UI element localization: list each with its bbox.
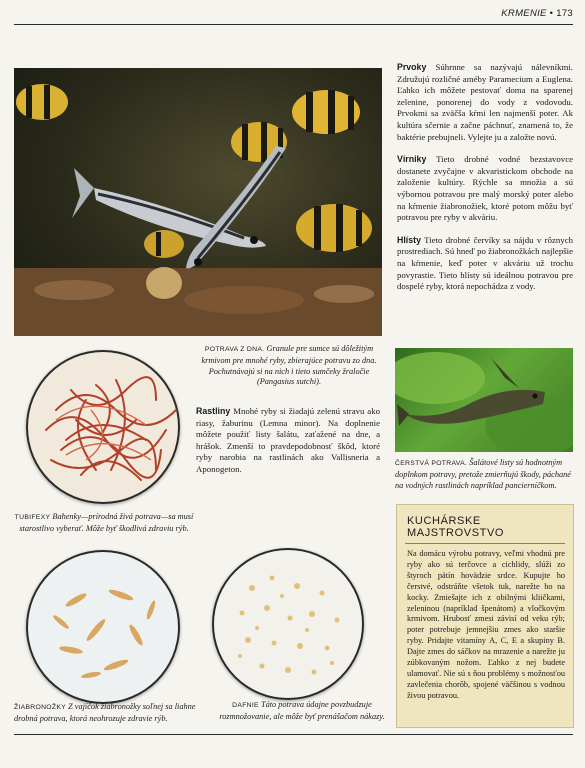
caption-text: Granule pre sumce sú dôležitým krmivom pre mnohé ryby, zbierajúce potravu zo dna. Pochutnávajú si na nich i tieto sumčeky žraločie (Pangasius sutchi).	[201, 344, 377, 387]
paragraph-nematodes	[397, 235, 573, 293]
page-number: 173	[556, 8, 573, 19]
brine-shrimp-photo	[26, 550, 180, 704]
page-header	[14, 4, 573, 25]
caption-label: POTRAVA Z DNA.	[204, 346, 265, 353]
pleco-lettuce-photo	[395, 348, 573, 452]
main-photo-caption	[196, 344, 382, 388]
box-body: Na domácu výrobu potravy, veľmi vhodnú pre ryby ako sú terčovce a cichlidy, slúži zo štyroch pätín hovädzie srdce. Kupujte ho čerstvé, odstráňte všetok tuk, narežte ho na kocky. Zmiešajte ich z obilnými kliičkami, zeleninou (napríklad špenátom) a vločkovým krmivom. Hrubosť zmesi závisí od veku rýb; poter potrebuje jemnejšiu zmes ako staršie ryby. Pridajte vitamíny A, C, E a skupiny B. Dajte zmes do sáčkov na mrazenie a narežte ju zúbkovaným nožom. Ľahko z nej budete ulamovať. Nie sú s ňou problémy s možnosťou zavlečenia chorôb, spojené väčšinou s vodnou živou potravou.	[407, 549, 565, 700]
header-bullet: •	[549, 8, 554, 19]
caption-text: Táto potrava údajne povzbudzuje rozmnožovanie, ale môže byť prenášačom nákazy.	[219, 700, 385, 721]
catfish-photo	[14, 68, 382, 336]
paragraph-rotifers	[397, 154, 573, 224]
caption-text: Z vajíčok žiabronožky soľnej sa liahne drobná potrava, ktorá neohrozuje zdravie rýb.	[14, 702, 196, 723]
paragraph-protozoa	[397, 62, 573, 143]
paragraph-head: Hlísty	[397, 234, 421, 245]
tubifex-photo	[26, 350, 180, 504]
paragraph-body: Tieto drobné vodné bezstavovce dostanete zvyčajne v akvaristickom obchode na založenie kultúry. Rýchle sa množia a sú výbornou potravou pre malý morský poter alebo na kŕmenie žiabronožiek, ktoré potom môžu byť potravou pre ryby v akváriu.	[397, 154, 574, 223]
paragraph-head: Prvoky	[397, 62, 427, 72]
caption-text: Šalátové listy sú hodnotným doplnkom potravy, pretože zmierňujú škody, páchané na vodných rastlinách napríklad pancierníčkom.	[395, 458, 571, 490]
footer-rule	[14, 734, 573, 735]
box-title: KUCHÁRSKE MAJSTROVSTVO	[407, 515, 505, 539]
tubifex-caption	[14, 512, 194, 535]
pleco-illustration	[395, 348, 573, 452]
caption-label: ŽIABRONOŽKY	[14, 704, 67, 711]
daphnia-caption	[214, 700, 390, 723]
box-divider	[405, 543, 565, 544]
catfish-illustration	[14, 68, 382, 336]
paragraph-body: Súhrnne sa nazývajú nálevníkmi. Združujú rozličné améby Paramecium a Euglena. Ľahko ich môžete pestovať doma na sparenej zelenine, ponorenej do vody z vodovodu. Prvokmi sa zväčša kŕmi len najmenší poter. Ak kultúra sčernie a začne páchnuť, znamená to, že baktérie prebujneli. Vylejte ju a založte novú.	[397, 62, 573, 142]
cooking-tips-box	[396, 504, 574, 728]
paragraph-body: Tieto drobné červíky sa nájdu v rôznych prostrediach. Sú hneď po žiabronožkách najlepšie na kŕmenie, keď poter v akváriu už trochu povyrastie. Tieto hlísty sú ideálnou potravou pre dospelé ryby, ktorá nepochádza z vody.	[397, 234, 573, 292]
paragraph-body: Mnohé ryby si žiadajú zelenú stravu ako riasy, žaburinu (Lemna minor). Na doplnenie môžete použiť listy šalátu, zaťažené na dne, a hrášok. Zmenší to pravdepodobnosť škôd, ktoré ryby narobia na rastlinách ako Vallisneria a Aponogeton.	[196, 406, 380, 474]
caption-label: ČERSTVÁ POTRAVA.	[395, 460, 468, 467]
brine-shrimp-illustration	[26, 550, 180, 704]
paragraph-head: Rastliny	[196, 406, 231, 416]
paragraph-head: Vírniky	[397, 154, 427, 165]
daphnia-photo	[212, 548, 364, 700]
plants-paragraph	[196, 406, 380, 476]
daphnia-illustration	[212, 548, 364, 700]
caption-text: Bahenky—prírodná živá potrava—sa musí starostlivo vyberať. Môže byť škodlivá zdraviu rýb.	[19, 512, 194, 533]
right-column-text	[397, 62, 573, 304]
brine-shrimp-caption	[14, 702, 206, 725]
caption-label: TUBIFEXY	[14, 514, 51, 521]
caption-label: DAFNIE	[232, 702, 259, 709]
section-title: KRMENIE	[501, 8, 547, 19]
tubifex-worms-illustration	[26, 350, 180, 504]
pleco-photo-caption	[395, 458, 573, 491]
